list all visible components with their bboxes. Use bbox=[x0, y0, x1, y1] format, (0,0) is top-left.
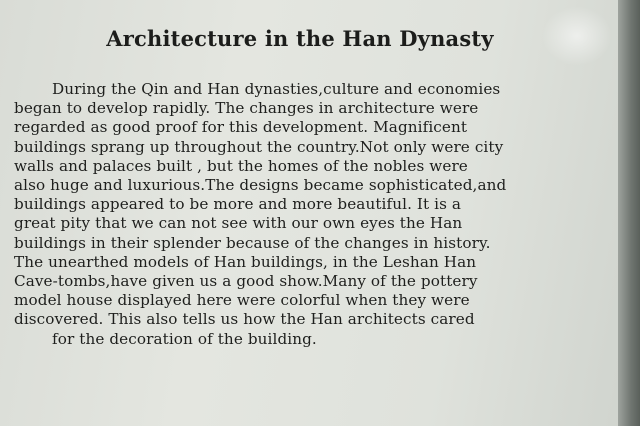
body-line: buildings appeared to be more and more beautiful. It is a bbox=[14, 195, 462, 214]
body-line: buildings sprang up throughout the country.Not only were city bbox=[14, 137, 504, 156]
body-line: Cave-tombs,have given us a good show.Many of the pottery bbox=[14, 272, 478, 291]
body-line: began to develop rapidly. The changes in architecture were bbox=[14, 99, 479, 118]
body-line: discovered. This also tells us how the Han architects cared bbox=[14, 310, 475, 329]
body-line: The unearthed models of Han buildings, in the Leshan Han bbox=[14, 252, 477, 271]
body-line: for the decoration of the building. bbox=[52, 329, 317, 348]
body-line: also huge and luxurious.The designs became sophisticated,and bbox=[14, 176, 507, 195]
body-line: buildings in their splender because of the changes in history. bbox=[14, 233, 491, 252]
display-frame-edge bbox=[618, 0, 640, 426]
sign-body bbox=[14, 80, 610, 349]
body-line: great pity that we can not see with our own eyes the Han bbox=[14, 214, 463, 233]
sign-title: Architecture in the Han Dynasty bbox=[106, 26, 494, 51]
body-line: During the Qin and Han dynasties,culture and economies bbox=[52, 80, 501, 98]
body-line: model house displayed here were colorful when they were bbox=[14, 291, 470, 310]
body-line: walls and palaces built , but the homes of the nobles were bbox=[14, 156, 468, 175]
body-line: regarded as good proof for this development. Magnificent bbox=[14, 118, 468, 137]
